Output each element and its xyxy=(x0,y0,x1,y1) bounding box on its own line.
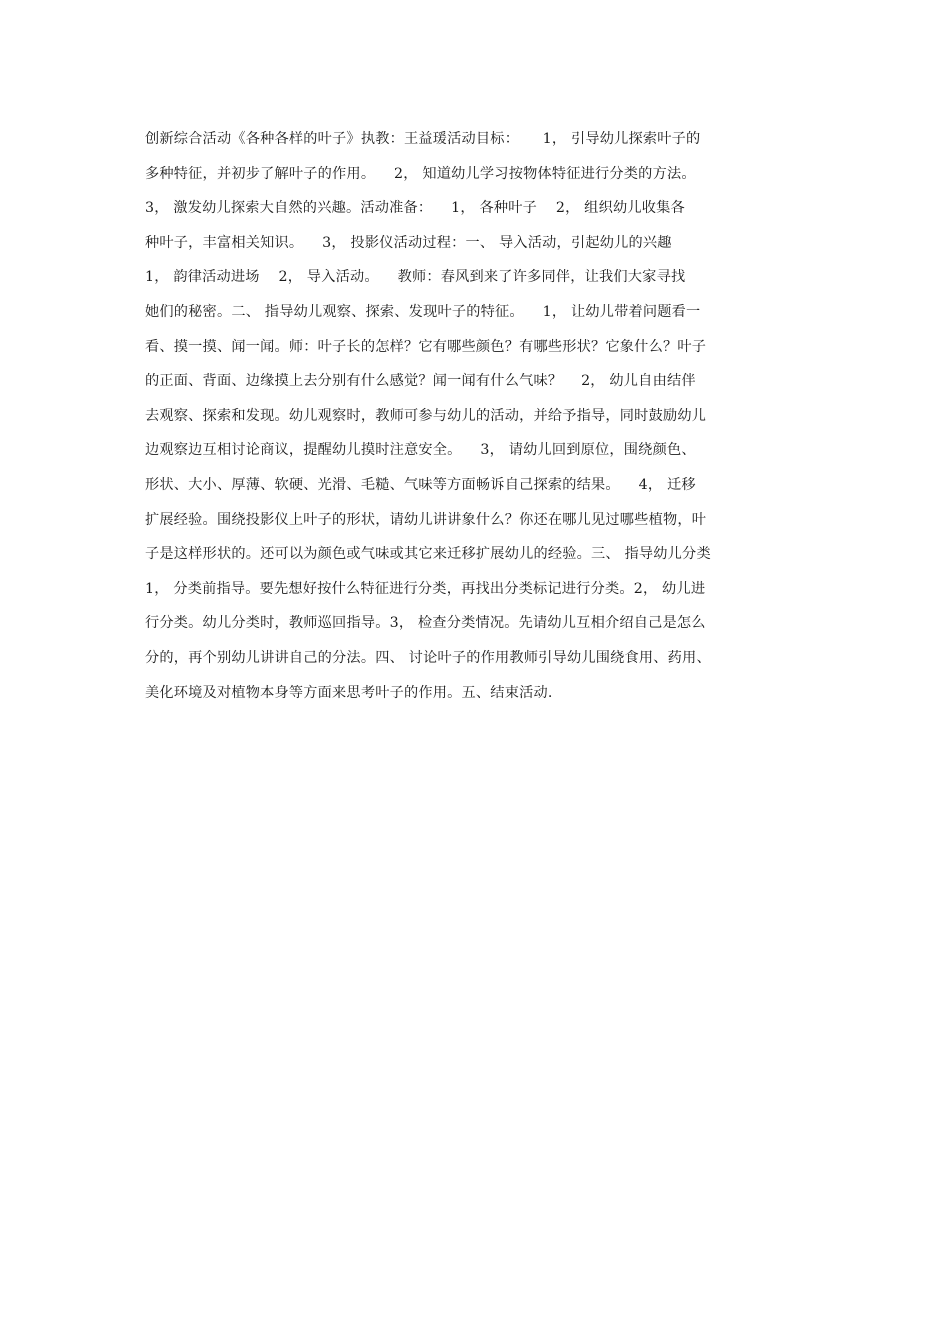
text-line: 1， 韵律活动进场 2， 导入活动。 教师：春风到来了许多同伴，让我们大家寻找 xyxy=(145,269,686,286)
text-line: 形状、大小、厚薄、软硬、光滑、毛糙、气味等方面畅诉自己探索的结果。 4， 迁移 xyxy=(145,476,696,493)
text-line: 看、摸一摸、闻一闻。师：叶子长的怎样？它有哪些颜色？有哪些形状？它象什么？叶子 xyxy=(145,338,707,355)
text-line: 去观察、探索和发现。幼儿观察时，教师可参与幼儿的活动，并给予指导，同时鼓励幼儿 xyxy=(145,407,707,424)
text-line: 她们的秘密。二、 指导幼儿观察、探索、发现叶子的特征。 1， 让幼儿带着问题看一 xyxy=(145,303,701,320)
text-line: 创新综合活动《各种各样的叶子》执教：王益瑗活动目标： 1， 引导幼儿探索叶子的 xyxy=(145,131,701,147)
lesson-plan-text xyxy=(145,122,815,710)
text-line: 的正面、背面、边缘摸上去分别有什么感觉？闻一闻有什么气味？ 2， 幼儿自由结伴 xyxy=(145,373,696,390)
text-line: 3， 激发幼儿探索大自然的兴趣。活动准备： 1， 各种叶子 2， 组织幼儿收集各 xyxy=(145,200,685,217)
text-line: 种叶子，丰富相关知识。 3， 投影仪活动过程：一、 导入活动，引起幼儿的兴趣 xyxy=(145,234,672,251)
text-line: 1， 分类前指导。要先想好按什么特征进行分类，再找出分类标记进行分类。2， 幼儿进 xyxy=(145,580,706,597)
text-line: 子是这样形状的。还可以为颜色或气味或其它来迁移扩展幼儿的经验。三、 指导幼儿分类 xyxy=(145,546,711,563)
text-line: 行分类。幼儿分类时，教师巡回指导。3， 检查分类情况。先请幼儿互相介绍自己是怎么 xyxy=(145,615,706,632)
text-line: 扩展经验。围绕投影仪上叶子的形状，请幼儿讲讲象什么？你还在哪儿见过哪些植物，叶 xyxy=(145,511,707,528)
text-line: 边观察边互相讨论商议，提醒幼儿摸时注意安全。 3， 请幼儿回到原位，围绕颜色、 xyxy=(145,442,696,459)
text-line: 美化环境及对植物本身等方面来思考叶子的作用。五、结束活动. xyxy=(145,684,553,701)
text-line: 分的，再个别幼儿讲讲自己的分法。四、 讨论叶子的作用教师引导幼儿围绕食用、药用、 xyxy=(145,649,711,666)
text-line: 多种特征，并初步了解叶子的作用。 2， 知道幼儿学习按物体特征进行分类的方法。 xyxy=(145,165,696,182)
